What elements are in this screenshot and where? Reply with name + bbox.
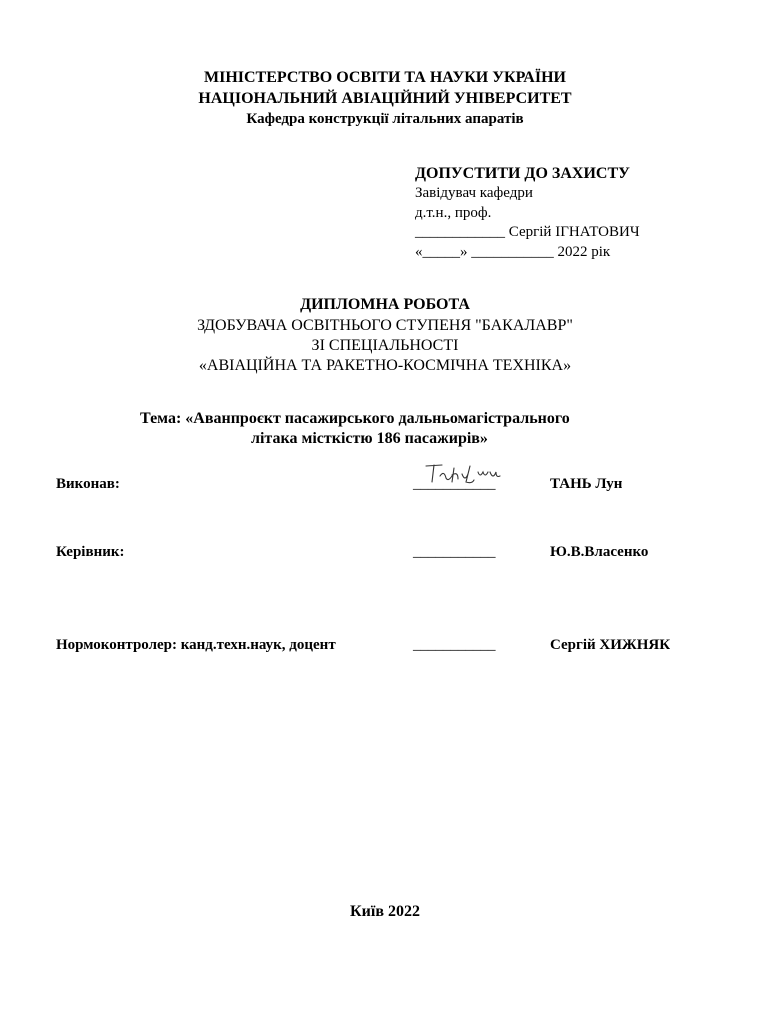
performer-signature-line: ___________ <box>413 476 496 492</box>
ministry-title: МІНІСТЕРСТВО ОСВІТИ ТА НАУКИ УКРАЇНИ <box>204 69 566 86</box>
supervisor-role: Керівник: <box>56 544 125 560</box>
supervisor-signature-line: ___________ <box>413 544 496 560</box>
department-title: Кафедра конструкції літальних апаратів <box>246 111 524 127</box>
normcontroller-name: Сергій ХИЖНЯК <box>550 637 671 653</box>
approval-date-line: «_____» ___________ 2022 рік <box>415 244 611 260</box>
approval-position: Завідувач кафедри <box>415 185 533 201</box>
supervisor-name: Ю.В.Власенко <box>550 544 649 560</box>
approval-signature-line: ____________ Сергій ІГНАТОВИЧ <box>415 224 640 240</box>
topic-line-2: літака місткістю 186 пасажирів» <box>251 430 488 447</box>
performer-role: Виконав: <box>56 476 120 492</box>
work-type: ДИПЛОМНА РОБОТА <box>300 296 470 313</box>
city-year: Київ 2022 <box>350 903 420 920</box>
work-specialty: «АВІАЦІЙНА ТА РАКЕТНО-КОСМІЧНА ТЕХНІКА» <box>198 357 572 374</box>
normcontroller-signature-line: ___________ <box>413 637 496 653</box>
university-title: НАЦІОНАЛЬНИЙ АВІАЦІЙНИЙ УНІВЕРСИТЕТ <box>198 90 572 107</box>
topic-line-1: Тема: «Аванпроєкт пасажирського дальньомагістрального <box>140 410 570 427</box>
work-degree-line: ЗДОБУВАЧА ОСВІТНЬОГО СТУПЕНЯ "БАКАЛАВР" <box>197 317 573 334</box>
performer-name: ТАНЬ Лун <box>550 476 623 492</box>
normcontroller-role: Нормоконтролер: канд.техн.наук, доцент <box>56 637 336 653</box>
work-specialty-prefix: ЗІ СПЕЦІАЛЬНОСТІ <box>311 337 459 354</box>
approval-degree: д.т.н., проф. <box>415 205 492 221</box>
approval-title: ДОПУСТИТИ ДО ЗАХИСТУ <box>415 165 630 182</box>
